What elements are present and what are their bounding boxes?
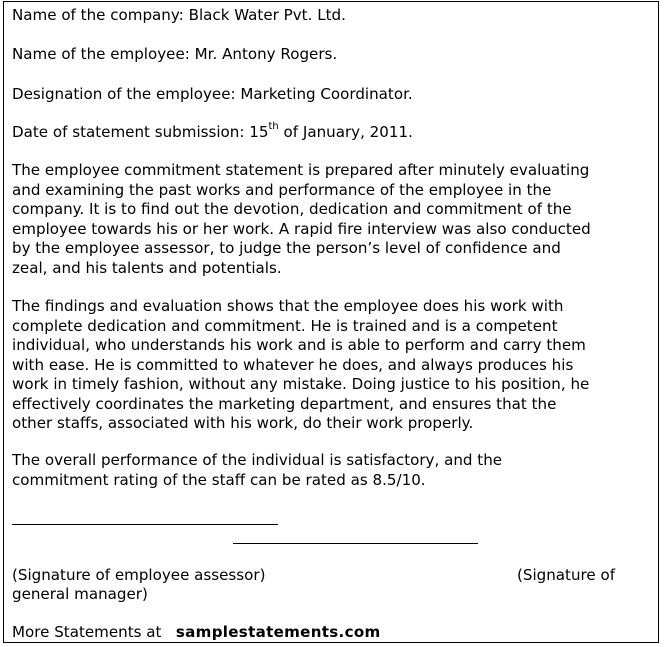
designation-line: Designation of the employee: Marketing Coordinator.	[12, 85, 413, 103]
paragraph-rating	[12, 451, 652, 490]
paragraph-line: individual, who understands his work and is able to perform and carry them	[12, 336, 586, 354]
footer-site-link[interactable]: samplestatements.com	[175, 623, 381, 641]
paragraph-line: and examining the past works and performance of the employee in the	[12, 180, 552, 199]
paragraph-line: complete dedication and commitment. He is trained and is a competent	[12, 316, 558, 335]
footer-prefix: More Statements at	[12, 623, 162, 641]
company-name-line: Name of the company: Black Water Pvt. Ltd.	[12, 6, 346, 24]
manager-signature-label-part2: general manager)	[12, 585, 148, 603]
paragraph-line: work in timely fashion, without any mistake. Doing justice to his position, he	[12, 375, 590, 393]
paragraph-line: effectively coordinates the marketing department, and ensures that the	[12, 394, 557, 413]
statement-document	[3, 1, 659, 643]
date-superscript: th	[268, 120, 279, 132]
employee-name-line: Name of the employee: Mr. Antony Rogers.	[12, 45, 338, 63]
paragraph-line: The overall performance of the individual is satisfactory, and the	[12, 451, 503, 469]
paragraph-line: by the employee assessor, to judge the person’s level of confidence and	[12, 239, 561, 257]
paragraph-findings	[12, 297, 652, 434]
paragraph-line: The employee commitment statement is prepared after minutely evaluating	[12, 161, 590, 179]
paragraph-line: other staffs, associated with his work, do their work properly.	[12, 414, 474, 432]
paragraph-line: employee towards his or her work. A rapid fire interview was also conducted	[12, 219, 591, 238]
date-prefix: Date of statement submission: 15	[12, 123, 269, 141]
paragraph-line: The findings and evaluation shows that the employee does his work with	[12, 297, 564, 315]
manager-signature-label-part1: (Signature of	[517, 566, 616, 584]
footer-line	[12, 623, 381, 643]
paragraph-line: company. It is to find out the devotion, dedication and commitment of the	[12, 200, 572, 218]
assessor-signature-label: (Signature of employee assessor)	[12, 566, 266, 584]
date-suffix: of January, 2011.	[278, 123, 413, 141]
assessor-signature-rule	[12, 524, 278, 525]
paragraph-line: zeal, and his talents and potentials.	[12, 258, 282, 277]
paragraph-purpose	[12, 161, 652, 278]
paragraph-line: commitment rating of the staff can be rated as 8.5/10.	[12, 470, 426, 489]
manager-signature-rule	[233, 543, 478, 544]
paragraph-line: with ease. He is committed to whatever he does, and always produces his	[12, 355, 574, 374]
submission-date-line	[12, 120, 413, 143]
